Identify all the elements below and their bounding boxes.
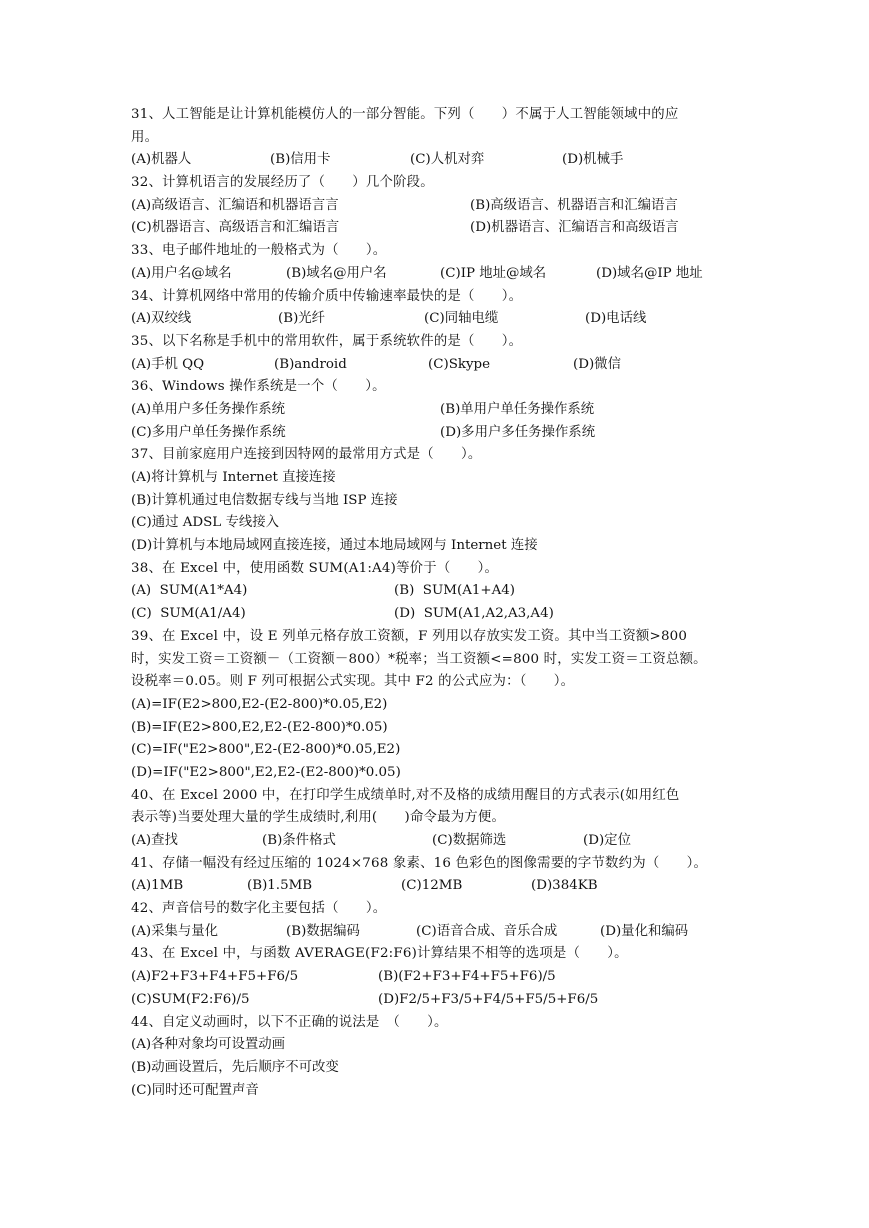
- question-36-options-row1: [131, 399, 743, 422]
- question-36-options-row2: [131, 422, 743, 445]
- option-d: (D)定位: [583, 833, 631, 848]
- option-b: (B)数据编码: [286, 923, 360, 939]
- question-39-option-d: (D)=IF("E2>800",E2,E2-(E2-800)*0.05): [131, 764, 401, 780]
- option-b: (B)高级语言、机器语言和汇编语言: [470, 197, 678, 213]
- option-c: (C)数据筛选: [432, 833, 507, 848]
- option-a: (A)采集与量化: [131, 923, 219, 939]
- question-39-option-b: (B)=IF(E2>800,E2,E2-(E2-800)*0.05): [131, 719, 388, 735]
- option-a: (A) SUM(A1*A4): [131, 583, 248, 599]
- question-33-options: [131, 263, 743, 286]
- option-a: (A)机器人: [131, 152, 192, 168]
- option-c: (C)人机对弈: [410, 152, 485, 168]
- option-d: (D)多用户多任务操作系统: [440, 424, 596, 440]
- question-44-option-c: (C)同时还可配置声音: [131, 1082, 259, 1098]
- option-c: (C) SUM(A1/A4): [131, 606, 246, 622]
- option-c: (C)12MB: [401, 878, 463, 894]
- question-41-options: [131, 875, 743, 898]
- option-d: (D)机械手: [562, 152, 624, 168]
- option-b: (B)(F2+F3+F4+F5+F6)/5: [378, 969, 556, 985]
- question-37-option-c: (C)通过 ADSL 专线接入: [131, 515, 280, 531]
- question-44-option-a: (A)各种对象均可设置动画: [131, 1037, 286, 1053]
- question-40-options: [131, 830, 743, 853]
- option-b: (B)条件格式: [262, 833, 336, 848]
- option-b: (B)信用卡: [270, 152, 331, 168]
- option-c: (C)多用户单任务操作系统: [131, 424, 286, 440]
- option-d: (D)域名@IP 地址: [596, 265, 703, 281]
- option-b: (B)域名@用户名: [286, 265, 387, 281]
- question-43-options-row1: [131, 966, 743, 989]
- option-a: (A)单用户多任务操作系统: [131, 401, 286, 417]
- option-d: (D)384KB: [531, 878, 598, 894]
- question-38-text: 38、在 Excel 中，使用函数 SUM(A1:A4)等价于（ ）。: [131, 560, 499, 576]
- question-38-options-row2: [131, 603, 743, 626]
- option-b: (B)单用户单任务操作系统: [440, 401, 595, 417]
- question-32-options-row2: [131, 217, 743, 240]
- question-37-option-b: (B)计算机通过电信数据专线与当地 ISP 连接: [131, 492, 398, 508]
- question-37-option-d: (D)计算机与本地局域网直接连接，通过本地局域网与 Internet 连接: [131, 538, 538, 554]
- question-39-text: 39、在 Excel 中，设 E 列单元格存放工资额，F 列用以存放实发工资。其中当工资额>800: [131, 628, 688, 644]
- option-a: (A)高级语言、汇编语和机器语言言: [131, 197, 339, 213]
- question-40-text: 40、在 Excel 2000 中，在打印学生成绩单时,对不及格的成绩用醒目的方式表示(如用红色: [131, 787, 680, 803]
- question-33-text: 33、电子邮件地址的一般格式为（ ）。: [131, 243, 387, 259]
- question-42-options: [131, 921, 743, 944]
- question-34-text: 34、计算机网络中常用的传输介质中传输速率最快的是（ ）。: [131, 288, 523, 304]
- option-a: (A)1MB: [131, 878, 184, 894]
- option-b: (B) SUM(A1+A4): [394, 583, 516, 599]
- question-31-text-cont: 用。: [131, 129, 159, 145]
- question-39-option-c: (C)=IF("E2>800",E2-(E2-800)*0.05,E2): [131, 742, 401, 758]
- question-39-option-a: (A)=IF(E2>800,E2-(E2-800)*0.05,E2): [131, 696, 388, 712]
- question-38-options-row1: [131, 580, 743, 603]
- question-36-text: 36、Windows 操作系统是一个（ ）。: [131, 379, 386, 395]
- question-44-text: 44、自定义动画时，以下不正确的说法是 （ ）。: [131, 1014, 448, 1030]
- option-d: (D)电话线: [585, 311, 647, 327]
- option-b: (B)光纤: [278, 311, 326, 327]
- option-d: (D) SUM(A1,A2,A3,A4): [394, 606, 554, 622]
- question-37-text: 37、目前家庭用户连接到因特网的最常用方式是（ ）。: [131, 447, 482, 463]
- option-a: (A)用户名@域名: [131, 265, 232, 281]
- question-41-text: 41、存储一幅没有经过压缩的 1024×768 象素、16 色彩色的图像需要的字节数约为（ ）。: [131, 855, 708, 871]
- question-35-text: 35、以下名称是手机中的常用软件，属于系统软件的是（ ）。: [131, 333, 523, 349]
- option-d: (D)微信: [573, 356, 621, 372]
- question-34-options: [131, 308, 743, 331]
- option-c: (C)SUM(F2:F6)/5: [131, 991, 250, 1007]
- question-31-options: [131, 149, 743, 172]
- question-40-text-cont: 表示等)当要处理大量的学生成绩时,利用( )命令最为方便。: [131, 810, 506, 826]
- option-b: (B)android: [274, 356, 347, 372]
- question-32-options-row1: [131, 195, 743, 218]
- question-43-text: 43、在 Excel 中，与函数 AVERAGE(F2:F6)计算结果不相等的选项是（ ）。: [131, 946, 628, 962]
- question-43-options-row2: [131, 989, 743, 1012]
- question-list: [131, 104, 743, 1102]
- question-39-text-cont1: 时，实发工资＝工资额－（工资额－800）*税率；当工资额<=800 时，实发工资＝工资总额。: [131, 651, 707, 667]
- option-c: (C)Skype: [428, 356, 491, 372]
- question-44-option-b: (B)动画设置后，先后顺序不可改变: [131, 1059, 339, 1075]
- question-35-options: [131, 354, 743, 377]
- question-37-option-a: (A)将计算机与 Internet 直接连接: [131, 470, 336, 485]
- option-c: (C)语音合成、音乐合成: [416, 923, 558, 939]
- option-a: (A)手机 QQ: [131, 356, 205, 372]
- option-c: (C)机器语言、高级语言和汇编语言: [131, 220, 340, 236]
- question-32-text: 32、计算机语言的发展经历了（ ）几个阶段。: [131, 175, 434, 191]
- option-a: (A)查找: [131, 833, 178, 848]
- option-d: (D)机器语言、汇编语言和高级语言: [470, 220, 679, 236]
- option-d: (D)F2/5+F3/5+F4/5+F5/5+F6/5: [378, 991, 599, 1007]
- option-b: (B)1.5MB: [247, 878, 313, 894]
- option-a: (A)F2+F3+F4+F5+F6/5: [131, 969, 299, 985]
- question-42-text: 42、声音信号的数字化主要包括（ ）。: [131, 901, 387, 917]
- option-d: (D)量化和编码: [600, 923, 689, 939]
- option-c: (C)同轴电缆: [424, 311, 499, 327]
- option-c: (C)IP 地址@域名: [440, 265, 547, 281]
- option-a: (A)双绞线: [131, 311, 192, 327]
- question-31-text: 31、人工智能是让计算机能模仿人的一部分智能。下列（ ）不属于人工智能领域中的应: [131, 107, 679, 122]
- question-39-text-cont2: 设税率＝0.05。则 F 列可根据公式实现。其中 F2 的公式应为：（ ）。: [131, 674, 575, 690]
